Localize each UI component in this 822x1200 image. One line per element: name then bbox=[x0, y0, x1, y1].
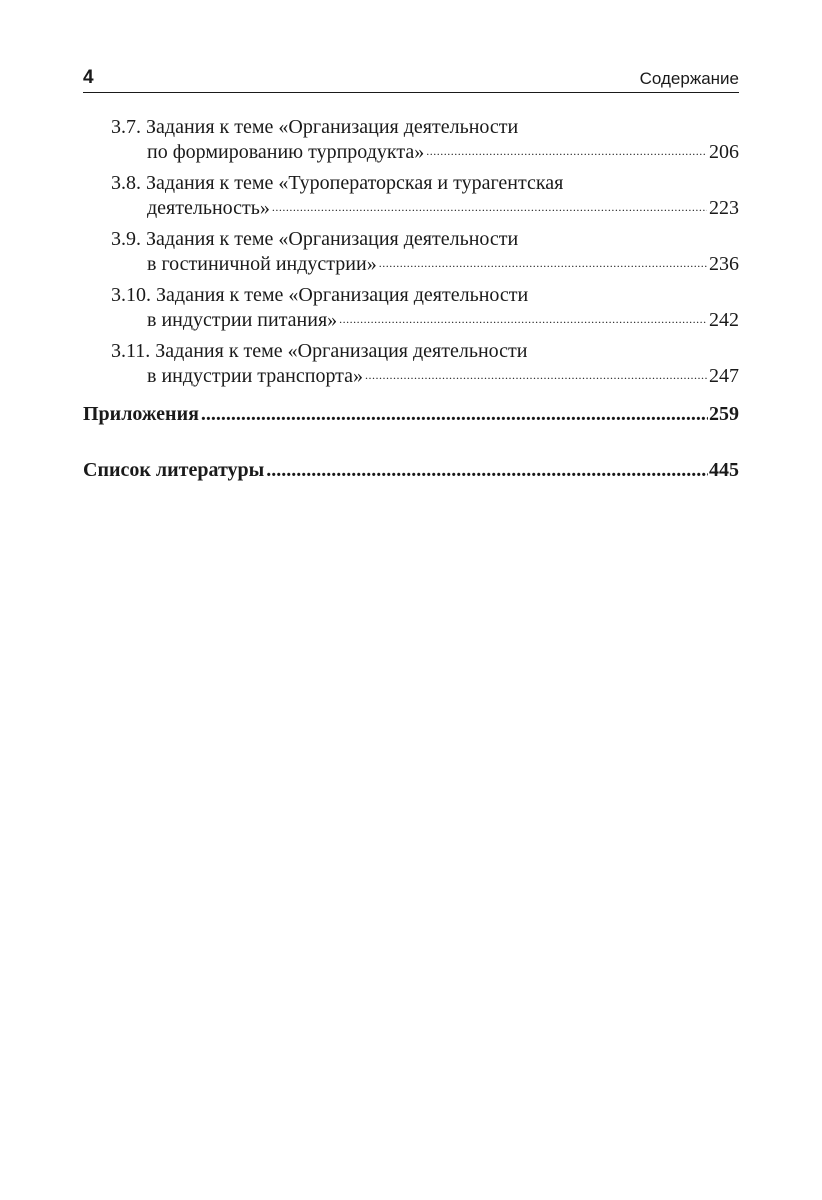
toc-page-number: 259 bbox=[709, 403, 739, 425]
toc-page-number: 236 bbox=[709, 253, 739, 275]
toc-entry-appendices[interactable] bbox=[83, 402, 739, 427]
toc-entry-title-continued: деятельность» bbox=[147, 197, 270, 219]
toc-entry-3-8[interactable] bbox=[111, 171, 739, 221]
toc-entry-title: 3.8. Задания к теме «Туроператорская и турагентская bbox=[111, 172, 564, 194]
toc-entry-title: 3.9. Задания к теме «Организация деятельности bbox=[111, 228, 519, 250]
toc-page-number: 223 bbox=[709, 197, 739, 219]
toc-entry-title: 3.10. Задания к теме «Организация деятельности bbox=[111, 284, 529, 306]
toc-entry-title-continued: в гостиничной индустрии» bbox=[147, 253, 377, 275]
toc-entry-title-continued: по формированию турпродукта» bbox=[147, 141, 425, 163]
toc-entry-3-11[interactable] bbox=[111, 339, 739, 389]
dot-leader bbox=[272, 195, 707, 220]
toc-entry-references[interactable] bbox=[83, 458, 739, 483]
toc-entry-title-continued: в индустрии транспорта» bbox=[147, 365, 364, 387]
dot-leader bbox=[339, 307, 707, 332]
running-head-title: Содержание bbox=[639, 69, 739, 88]
dot-leader bbox=[266, 458, 708, 483]
toc-page-number: 247 bbox=[709, 365, 739, 387]
running-head bbox=[83, 66, 739, 93]
toc-entry-3-7[interactable] bbox=[111, 115, 739, 165]
toc-page-number: 242 bbox=[709, 309, 739, 331]
toc-entry-3-9[interactable] bbox=[111, 227, 739, 277]
toc-entry-title-continued: в индустрии питания» bbox=[147, 309, 338, 331]
page-number: 4 bbox=[83, 67, 94, 88]
toc-entry-3-10[interactable] bbox=[111, 283, 739, 333]
dot-leader bbox=[379, 251, 707, 276]
toc-entry-title: Список литературы bbox=[83, 459, 265, 481]
toc-entry-title: Приложения bbox=[83, 403, 199, 425]
table-of-contents bbox=[83, 115, 739, 483]
dot-leader bbox=[426, 139, 707, 164]
dot-leader bbox=[201, 402, 708, 427]
toc-page-number: 445 bbox=[709, 459, 739, 481]
toc-entry-title: 3.11. Задания к теме «Организация деятельности bbox=[111, 340, 528, 362]
toc-page-number: 206 bbox=[709, 141, 739, 163]
dot-leader bbox=[365, 363, 707, 388]
toc-entry-title: 3.7. Задания к теме «Организация деятельности bbox=[111, 116, 519, 138]
